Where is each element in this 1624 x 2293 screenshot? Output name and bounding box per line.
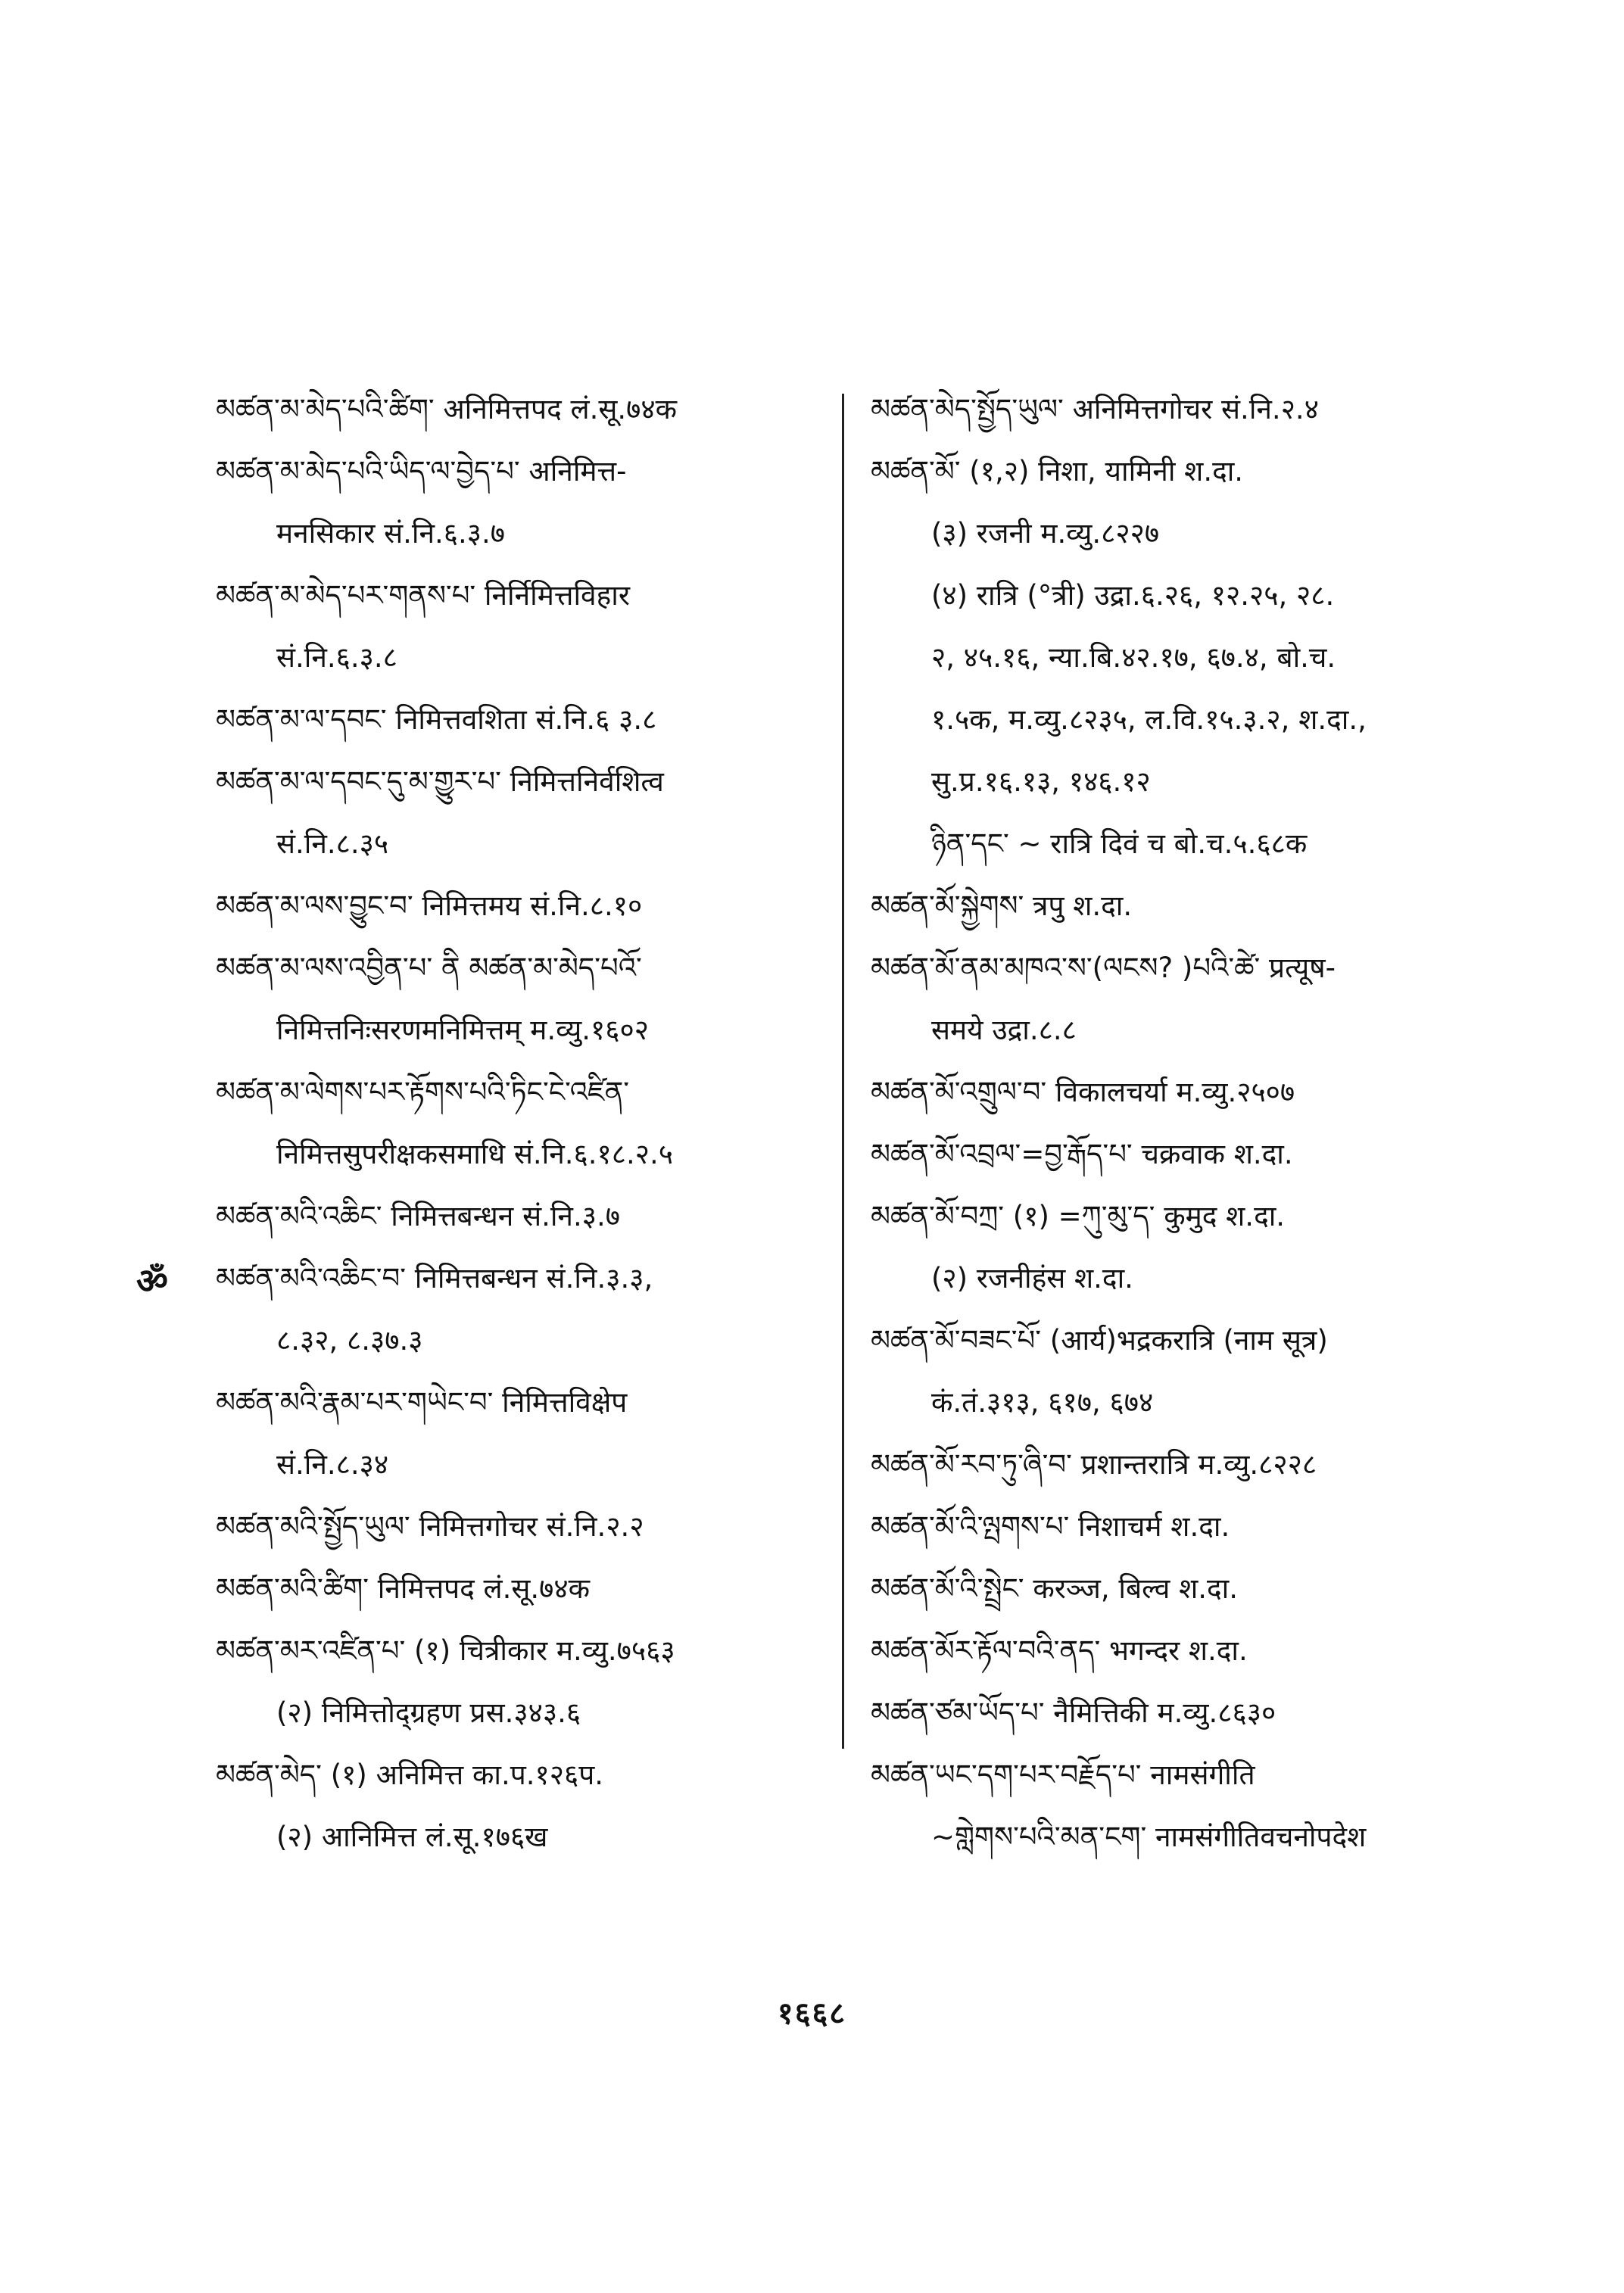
left-column xyxy=(216,379,882,1868)
dictionary-line: མཚན་མེད་ (१) अनिमित्त का.प.१२६प. xyxy=(216,1759,604,1791)
dictionary-line: མཚན་མ་མེད་པར་གནས་པ་ निर्निमित्तविहार xyxy=(216,579,630,612)
dictionary-line: (२) निमित्तोद्ग्रहण प्रस.३४३.६ xyxy=(276,1696,581,1729)
dictionary-line: མཚན་མ་ལས་འབྱིན་པ་ ནི མཚན་མ་མེད་པའོ་ xyxy=(216,952,642,984)
dictionary-line: མཚན་མོ་བཟང་པོ་ (आर्य)भद्रकरात्रि (नाम सूत्र) xyxy=(871,1324,1328,1357)
dictionary-line: མཚན་མར་འཛིན་པ་ (१) चित्रीकार म.व्यु.७५६३ xyxy=(216,1634,675,1667)
dictionary-line: མཚན་མོ་ནམ་མཁའ་ས་(ལངས? )པའི་ཚེ་ प्रत्यूष- xyxy=(871,952,1336,984)
dictionary-line: निमित्तसुपरीक्षकसमाधि सं.नि.६.१८.२.५ xyxy=(276,1138,674,1170)
dictionary-line: མཚན་མའི་སྤྱོད་ཡུལ་ निमित्तगोचर सं.नि.२.२ xyxy=(216,1510,644,1543)
dictionary-line: མཚན་མའི་འཆིང་ निमित्तबन्धन सं.नि.३.७ xyxy=(216,1200,620,1232)
dictionary-line: མཚན་མེད་སྤྱོད་ཡུལ་ अनिमित्तगोचर सं.नि.२.४ xyxy=(871,393,1319,425)
dictionary-line: མཚན་མའི་ཚིག་ निमित्तपद लं.सू.७४क xyxy=(216,1572,591,1605)
dictionary-line: निमित्तनिःसरणमनिमित्तम् म.व्यु.१६०२ xyxy=(276,1014,650,1046)
dictionary-line: (२) रजनीहंस श.दा. xyxy=(931,1262,1133,1294)
right-column xyxy=(871,379,1499,1868)
dictionary-line: མཚན་མ་ལ་དབང་ निमित्तवशिता सं.नि.६ ३.८ xyxy=(216,703,657,736)
dictionary-line: མཚན་མོ་འགྲུལ་བ་ विकालचर्या म.व्यु.२५०७ xyxy=(871,1076,1295,1108)
dictionary-line: सु.प्र.१६.१३, १४६.१२ xyxy=(931,765,1151,798)
dictionary-line: कं.तं.३१३, ६१७, ६७४ xyxy=(931,1386,1154,1419)
dictionary-line: མཚན་མའི་རྣམ་པར་གཡེང་བ་ निमित्तविक्षेप xyxy=(216,1386,628,1419)
dictionary-line: མཚན་མ་ལེགས་པར་རྟོགས་པའི་ཏིང་ངེ་འཛིན་ xyxy=(216,1076,630,1108)
dictionary-line: མཚན་མ་མེད་པའི་ཚིག་ अनिमित्तपद लं.सू.७४क xyxy=(216,393,677,425)
dictionary-line: མཚན་མོ་རབ་ཏུ་ཞི་བ་ प्रशान्तरात्रि म.व्यु.८२२८ xyxy=(871,1448,1317,1481)
dictionary-line: ~གླེགས་པའི་མན་ངག་ नामसंगीतिवचनोपदेश xyxy=(931,1821,1367,1853)
dictionary-line: མཚན་མོ་འབྲལ་=བྱ་རྒོད་པ་ चक्रवाक श.दा. xyxy=(871,1138,1293,1170)
dictionary-line: མཚན་མོ་འི་སྤྲེང་ करञ्ज, बिल्व श.दा. xyxy=(871,1572,1239,1605)
margin-marker: ॐ xyxy=(136,1260,168,1301)
dictionary-line: མཚན་མ་ལས་བྱུང་བ་ निमित्तमय सं.नि.८.१० xyxy=(216,889,643,922)
dictionary-line: मनसिकार सं.नि.६.३.७ xyxy=(276,517,506,550)
dictionary-line: ཉིན་དང་ ~ रात्रि दिवं च बो.च.५.६८क xyxy=(931,827,1308,860)
dictionary-line: (४) रात्रि (°त्री) उद्रा.६.२६, १२.२५, २८. xyxy=(931,579,1335,612)
dictionary-line: མཚན་མོ་འི་ལྤགས་པ་ निशाचर्म श.दा. xyxy=(871,1510,1230,1543)
dictionary-line: མཚན་ཙམ་ཡོད་པ་ नैमित्तिकी म.व्यु.८६३० xyxy=(871,1696,1276,1729)
dictionary-line: १.५क, म.व्यु.८२३५, ल.वि.१५.३.२, श.दा., xyxy=(931,703,1367,736)
page-number: १६६८ xyxy=(777,1996,847,2031)
dictionary-line: (२) आनिमित्त लं.सू.१७६ख xyxy=(276,1821,548,1853)
dictionary-line: २, ४५.१६, न्या.बि.४२.१७, ६७.४, बो.च. xyxy=(931,641,1336,674)
dictionary-line: (३) रजनी म.व्यु.८२२७ xyxy=(931,517,1160,550)
dictionary-line: ८.३२, ८.३७.३ xyxy=(276,1324,423,1357)
dictionary-line: མཚན་མོ་བཀྲ་ (१) =ཀུ་མུ་ད་ कुमुद श.दा. xyxy=(871,1200,1286,1232)
dictionary-line: མཚན་མོ་ (१,२) निशा, यामिनी श.दा. xyxy=(871,455,1244,488)
dictionary-line: सं.नि.८.३५ xyxy=(276,827,389,860)
dictionary-line: सं.नि.८.३४ xyxy=(276,1448,389,1481)
dictionary-line: མཚན་མ་ལ་དབང་དུ་མ་གྱུར་པ་ निमित्तनिर्वशित्व xyxy=(216,765,664,798)
dictionary-line: མཚན་མོར་རྟོལ་བའི་ནད་ भगन्दर श.दा. xyxy=(871,1634,1248,1667)
dictionary-line: མཚན་ཡང་དག་པར་བརྗོད་པ་ नामसंगीति xyxy=(871,1759,1255,1791)
dictionary-line: མཚན་མོ་སྐྱེགས་ त्रपु श.दा. xyxy=(871,889,1133,922)
dictionary-line: समये उद्रा.८.८ xyxy=(931,1014,1077,1046)
dictionary-line: सं.नि.६.३.८ xyxy=(276,641,397,674)
column-divider xyxy=(842,394,844,1749)
dictionary-line: མཚན་མའི་འཆིང་བ་ निमित्तबन्धन सं.नि.३.३, xyxy=(216,1262,653,1294)
dictionary-line: མཚན་མ་མེད་པའི་ཡིད་ལ་བྱེད་པ་ अनिमित्त- xyxy=(216,455,627,488)
